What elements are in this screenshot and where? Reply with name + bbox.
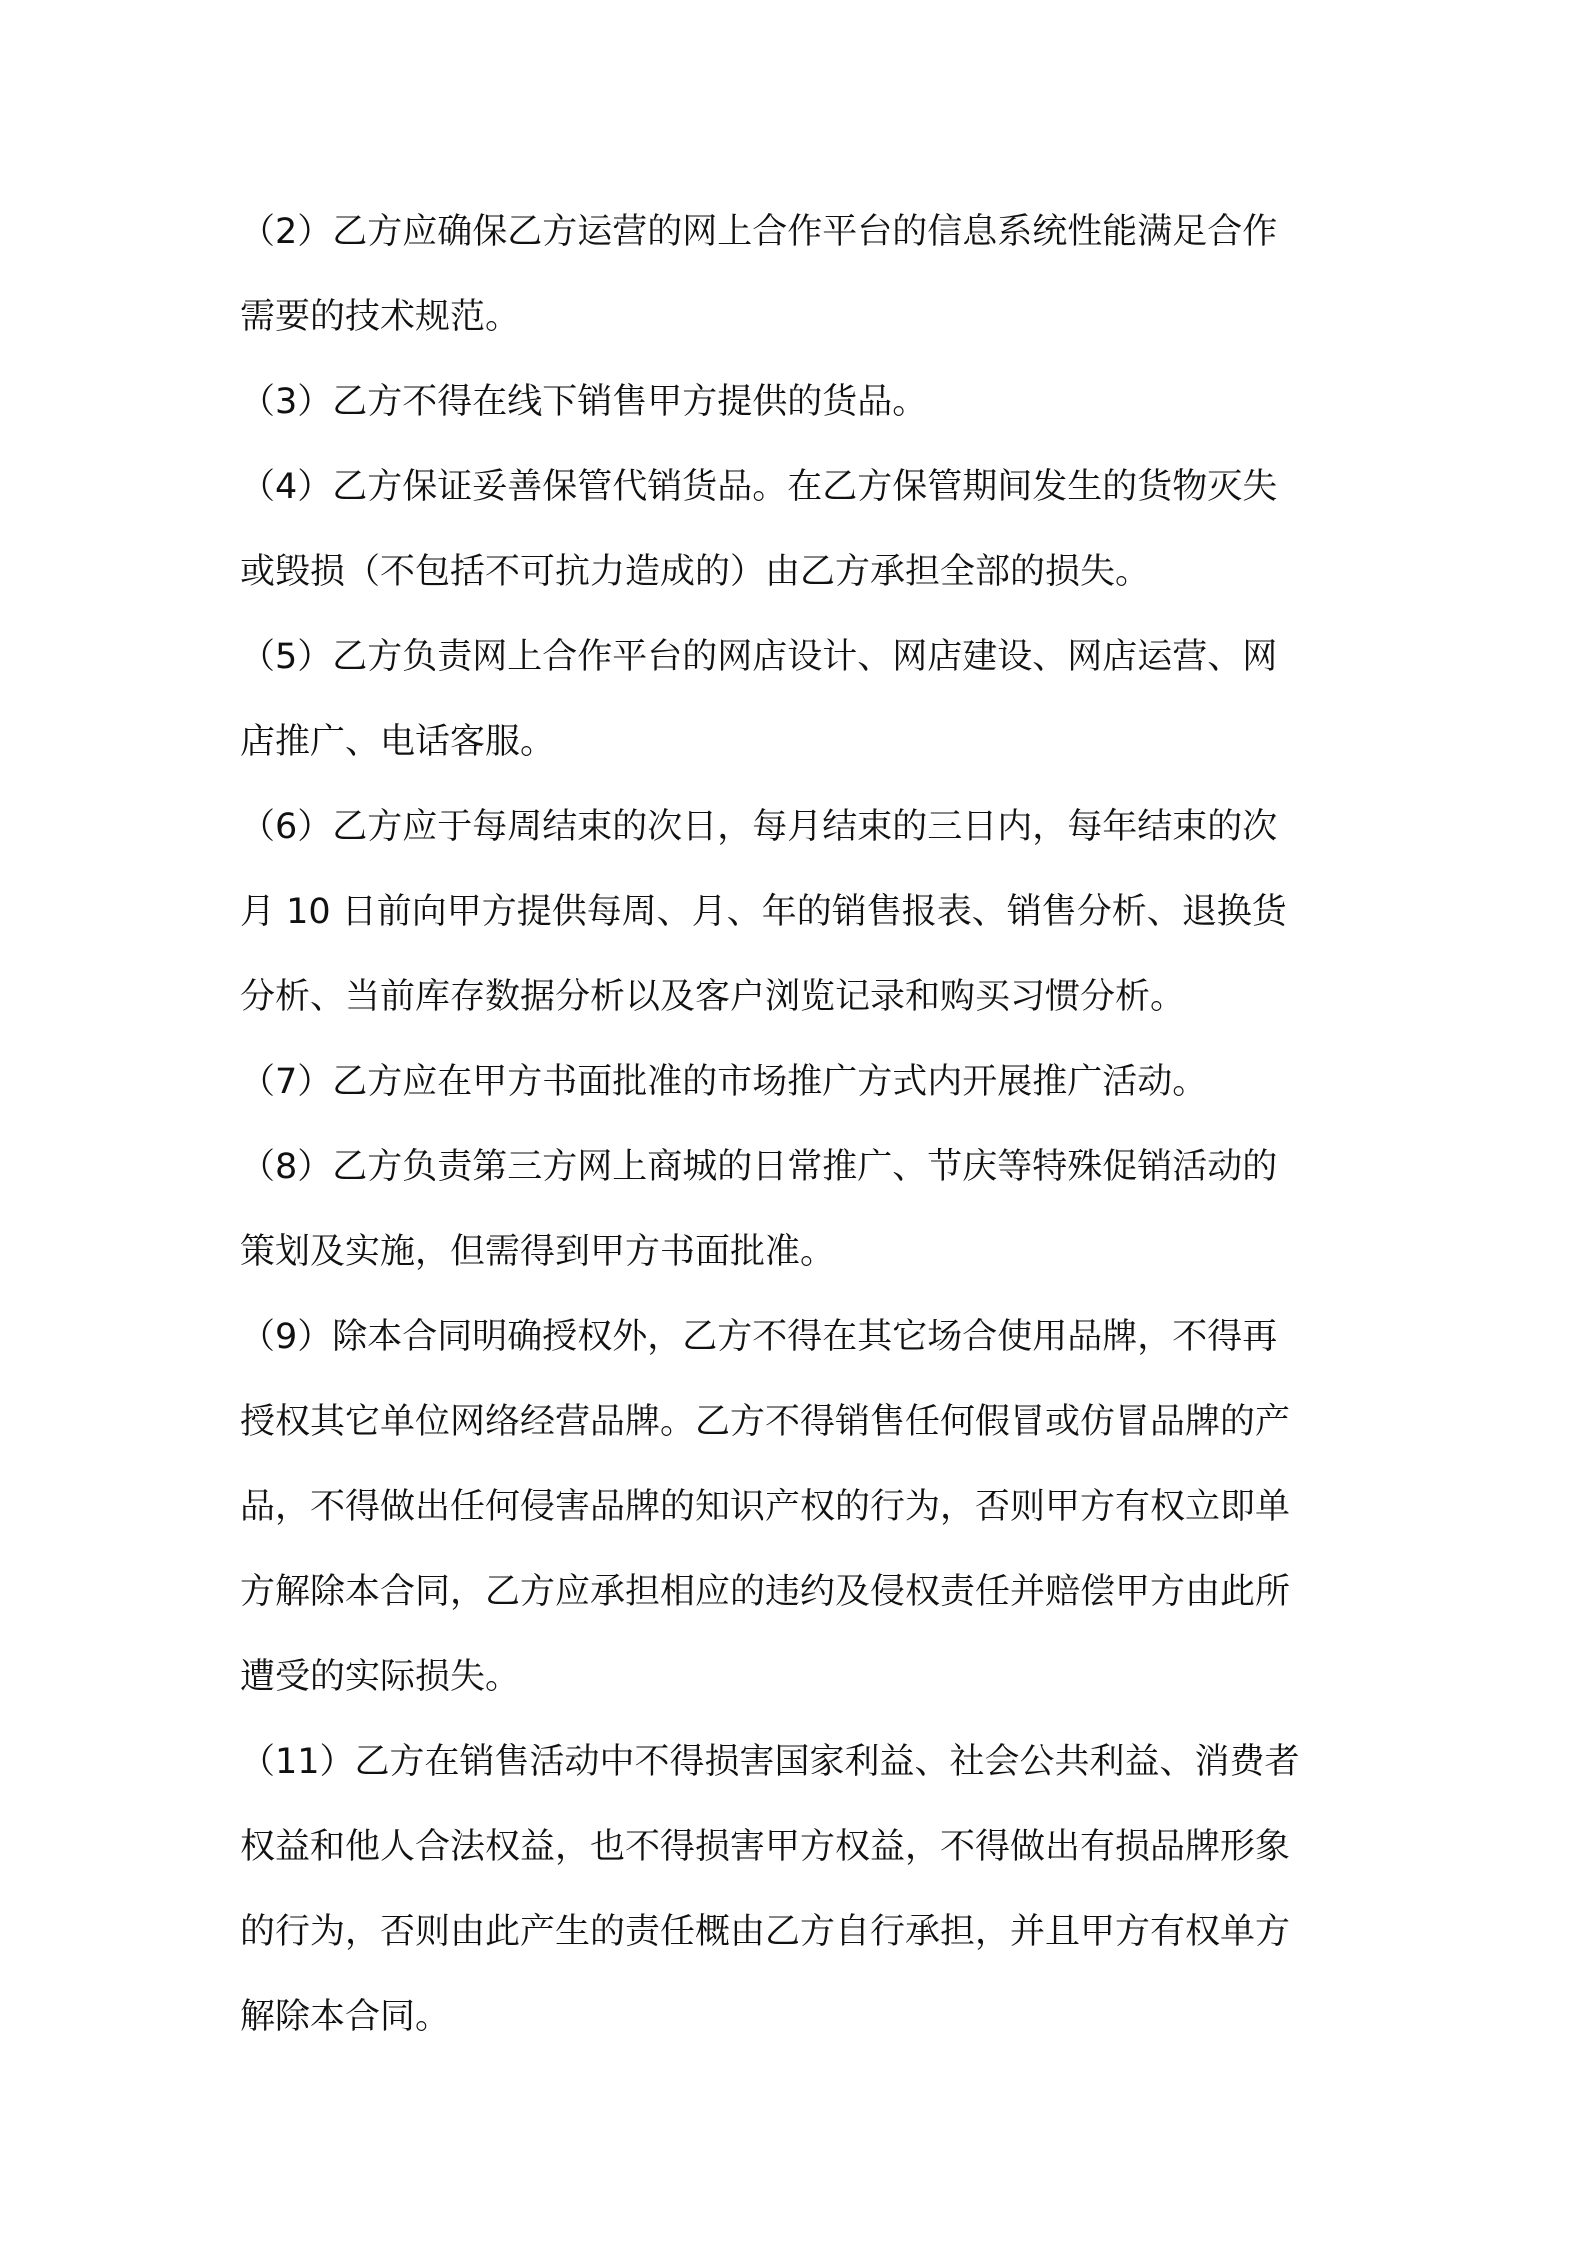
clause-line: （4）乙方保证妥善保管代销货品。在乙方保管期间发生的货物灭失 [240, 467, 1278, 507]
clause-line: 或毁损（不包括不可抗力造成的）由乙方承担全部的损失。 [240, 552, 1151, 592]
clause-6 [240, 785, 1350, 1040]
clause-line: （11）乙方在销售活动中不得损害国家利益、社会公共利益、消费者 [240, 1742, 1300, 1782]
clause-8 [240, 1125, 1350, 1295]
clause-line: （3）乙方不得在线下销售甲方提供的货品。 [240, 382, 928, 422]
clause-line: （6）乙方应于每周结束的次日，每月结束的三日内，每年结束的次 [240, 807, 1278, 847]
clause-5 [240, 615, 1350, 785]
clause-line: 店推广、电话客服。 [240, 722, 556, 762]
clause-line: （7）乙方应在甲方书面批准的市场推广方式内开展推广活动。 [240, 1062, 1208, 1102]
clause-line: 月 10 日前向甲方提供每周、月、年的销售报表、销售分析、退换货 [240, 892, 1287, 932]
clause-line: 方解除本合同，乙方应承担相应的违约及侵权责任并赔偿甲方由此所 [240, 1572, 1291, 1612]
contract-body [240, 190, 1350, 2060]
clause-2 [240, 190, 1350, 360]
clause-line: （8）乙方负责第三方网上商城的日常推广、节庆等特殊促销活动的 [240, 1147, 1278, 1187]
clause-line: 授权其它单位网络经营品牌。乙方不得销售任何假冒或仿冒品牌的产 [240, 1402, 1291, 1442]
clause-line: （9）除本合同明确授权外，乙方不得在其它场合使用品牌，不得再 [240, 1317, 1278, 1357]
clause-line: （5）乙方负责网上合作平台的网店设计、网店建设、网店运营、网 [240, 637, 1278, 677]
clause-line: （2）乙方应确保乙方运营的网上合作平台的信息系统性能满足合作 [240, 212, 1278, 252]
clause-line: 策划及实施，但需得到甲方书面批准。 [240, 1232, 836, 1272]
clause-line: 解除本合同。 [240, 1997, 451, 2037]
clause-line: 遭受的实际损失。 [240, 1657, 521, 1697]
clause-line: 的行为，否则由此产生的责任概由乙方自行承担，并且甲方有权单方 [240, 1912, 1291, 1952]
clause-line: 品，不得做出任何侵害品牌的知识产权的行为，否则甲方有权立即单 [240, 1487, 1291, 1527]
clause-3 [240, 360, 1350, 445]
clause-line: 需要的技术规范。 [240, 297, 521, 337]
clause-7 [240, 1040, 1350, 1125]
clause-line: 权益和他人合法权益，也不得损害甲方权益，不得做出有损品牌形象 [240, 1827, 1291, 1867]
clause-11 [240, 1720, 1350, 2060]
clause-4 [240, 445, 1350, 615]
clause-line: 分析、当前库存数据分析以及客户浏览记录和购买习惯分析。 [240, 977, 1186, 1017]
clause-9 [240, 1295, 1350, 1720]
